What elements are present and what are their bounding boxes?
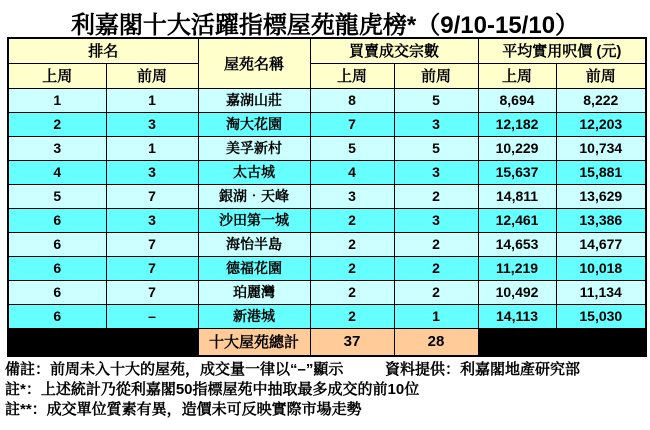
rank-prev-cell: 7 — [106, 256, 198, 280]
table-row — [8, 112, 646, 136]
estate-name-cell: 淘大花園 — [198, 112, 310, 136]
price-last-cell: 12,461 — [478, 208, 556, 232]
total-filler-left — [8, 328, 198, 356]
rank-prev-cell: 7 — [106, 232, 198, 256]
total-filler-right — [478, 328, 646, 356]
subheader-rank-prev-week: 前周 — [106, 63, 198, 88]
rank-prev-cell: 1 — [106, 88, 198, 112]
rank-prev-cell: 7 — [106, 280, 198, 304]
rank-last-cell: 3 — [8, 136, 106, 160]
rank-last-cell: 6 — [8, 280, 106, 304]
rank-last-cell: 6 — [8, 256, 106, 280]
price-prev-cell: 10,018 — [556, 256, 646, 280]
table-total-row — [8, 328, 646, 356]
footer-notes — [5, 360, 650, 420]
total-tx-prev-cell: 28 — [394, 328, 478, 356]
estate-name-cell: 新港城 — [198, 304, 310, 328]
price-last-cell: 15,637 — [478, 160, 556, 184]
price-last-cell: 11,219 — [478, 256, 556, 280]
tx-last-cell: 2 — [310, 256, 394, 280]
rank-last-cell: 1 — [8, 88, 106, 112]
subheader-rank-last-week: 上周 — [8, 63, 106, 88]
estate-name-cell: 海怡半島 — [198, 232, 310, 256]
rank-last-cell: 2 — [8, 112, 106, 136]
header-avg-price-group: 平均實用呎價 (元) — [478, 38, 646, 63]
price-last-cell: 14,113 — [478, 304, 556, 328]
tx-prev-cell: 5 — [394, 136, 478, 160]
price-prev-cell: 10,734 — [556, 136, 646, 160]
rank-last-cell: 5 — [8, 184, 106, 208]
tx-prev-cell: 2 — [394, 280, 478, 304]
table-header — [8, 38, 646, 88]
rank-prev-cell: 3 — [106, 208, 198, 232]
rank-last-cell: 6 — [8, 208, 106, 232]
subheader-price-prev-week: 前周 — [556, 63, 646, 88]
price-prev-cell: 12,203 — [556, 112, 646, 136]
rank-prev-cell: 3 — [106, 112, 198, 136]
note-asterisk-1: 註*：上述統計乃從利嘉閣50指標屋苑中抽取最多成交的前10位 — [5, 381, 420, 398]
tx-prev-cell: 3 — [394, 208, 478, 232]
rank-last-cell: 4 — [8, 160, 106, 184]
page-title: 利嘉閣十大活躍指標屋苑龍虎榜*（9/10-15/10） — [70, 12, 580, 39]
table-row — [8, 208, 646, 232]
table-row — [8, 88, 646, 112]
price-prev-cell: 13,386 — [556, 208, 646, 232]
tx-prev-cell: 5 — [394, 88, 478, 112]
tx-prev-cell: 3 — [394, 160, 478, 184]
table-row — [8, 256, 646, 280]
estate-name-cell: 沙田第一城 — [198, 208, 310, 232]
note-line-1 — [5, 360, 650, 380]
data-source-credit: 資料提供：利嘉閣地產研究部 — [385, 361, 581, 378]
tx-last-cell: 3 — [310, 184, 394, 208]
price-last-cell: 14,811 — [478, 184, 556, 208]
table-row — [8, 136, 646, 160]
tx-last-cell: 2 — [310, 304, 394, 328]
total-tx-last-cell: 37 — [310, 328, 394, 356]
table-row — [8, 184, 646, 208]
price-last-cell: 10,229 — [478, 136, 556, 160]
rank-prev-cell: 7 — [106, 184, 198, 208]
rank-prev-cell: – — [106, 304, 198, 328]
table-body — [8, 88, 646, 328]
subheader-price-last-week: 上周 — [478, 63, 556, 88]
rank-last-cell: 6 — [8, 232, 106, 256]
estate-name-cell: 嘉湖山莊 — [198, 88, 310, 112]
tx-last-cell: 7 — [310, 112, 394, 136]
subheader-tx-last-week: 上周 — [310, 63, 394, 88]
tx-last-cell: 4 — [310, 160, 394, 184]
price-last-cell: 10,492 — [478, 280, 556, 304]
rank-prev-cell: 3 — [106, 160, 198, 184]
note-line-3 — [5, 400, 650, 420]
header-estate-name: 屋苑名稱 — [198, 38, 310, 88]
price-prev-cell: 14,677 — [556, 232, 646, 256]
tx-last-cell: 2 — [310, 232, 394, 256]
subheader-tx-prev-week: 前周 — [394, 63, 478, 88]
note-remark: 備註：前周未入十大的屋苑，成交量一律以“–”顯示 — [5, 361, 344, 378]
header-rank-group: 排名 — [8, 38, 198, 63]
tx-last-cell: 8 — [310, 88, 394, 112]
table-row — [8, 280, 646, 304]
tx-prev-cell: 2 — [394, 184, 478, 208]
tx-last-cell: 5 — [310, 136, 394, 160]
estate-name-cell: 德福花園 — [198, 256, 310, 280]
table-row — [8, 304, 646, 328]
note-asterisk-2: 註**：成交單位質素有異，造價未可反映實際市場走勢 — [5, 401, 362, 418]
estate-name-cell: 美孚新村 — [198, 136, 310, 160]
tx-last-cell: 2 — [310, 280, 394, 304]
estate-ranking-table — [7, 37, 647, 357]
rank-last-cell: 6 — [8, 304, 106, 328]
rank-prev-cell: 1 — [106, 136, 198, 160]
table-row — [8, 160, 646, 184]
price-last-cell: 12,182 — [478, 112, 556, 136]
tx-prev-cell: 2 — [394, 232, 478, 256]
price-last-cell: 14,653 — [478, 232, 556, 256]
note-line-2 — [5, 380, 650, 400]
price-prev-cell: 15,881 — [556, 160, 646, 184]
tx-prev-cell: 3 — [394, 112, 478, 136]
estate-name-cell: 珀麗灣 — [198, 280, 310, 304]
estate-name-cell: 銀湖‧天峰 — [198, 184, 310, 208]
estate-name-cell: 太古城 — [198, 160, 310, 184]
price-prev-cell: 13,629 — [556, 184, 646, 208]
tx-last-cell: 2 — [310, 208, 394, 232]
price-prev-cell: 15,030 — [556, 304, 646, 328]
price-prev-cell: 8,222 — [556, 88, 646, 112]
tx-prev-cell: 2 — [394, 256, 478, 280]
header-transactions-group: 買賣成交宗數 — [310, 38, 478, 63]
total-label-cell: 十大屋苑總計 — [198, 328, 310, 356]
price-last-cell: 8,694 — [478, 88, 556, 112]
price-prev-cell: 11,134 — [556, 280, 646, 304]
table-row — [8, 232, 646, 256]
tx-prev-cell: 1 — [394, 304, 478, 328]
